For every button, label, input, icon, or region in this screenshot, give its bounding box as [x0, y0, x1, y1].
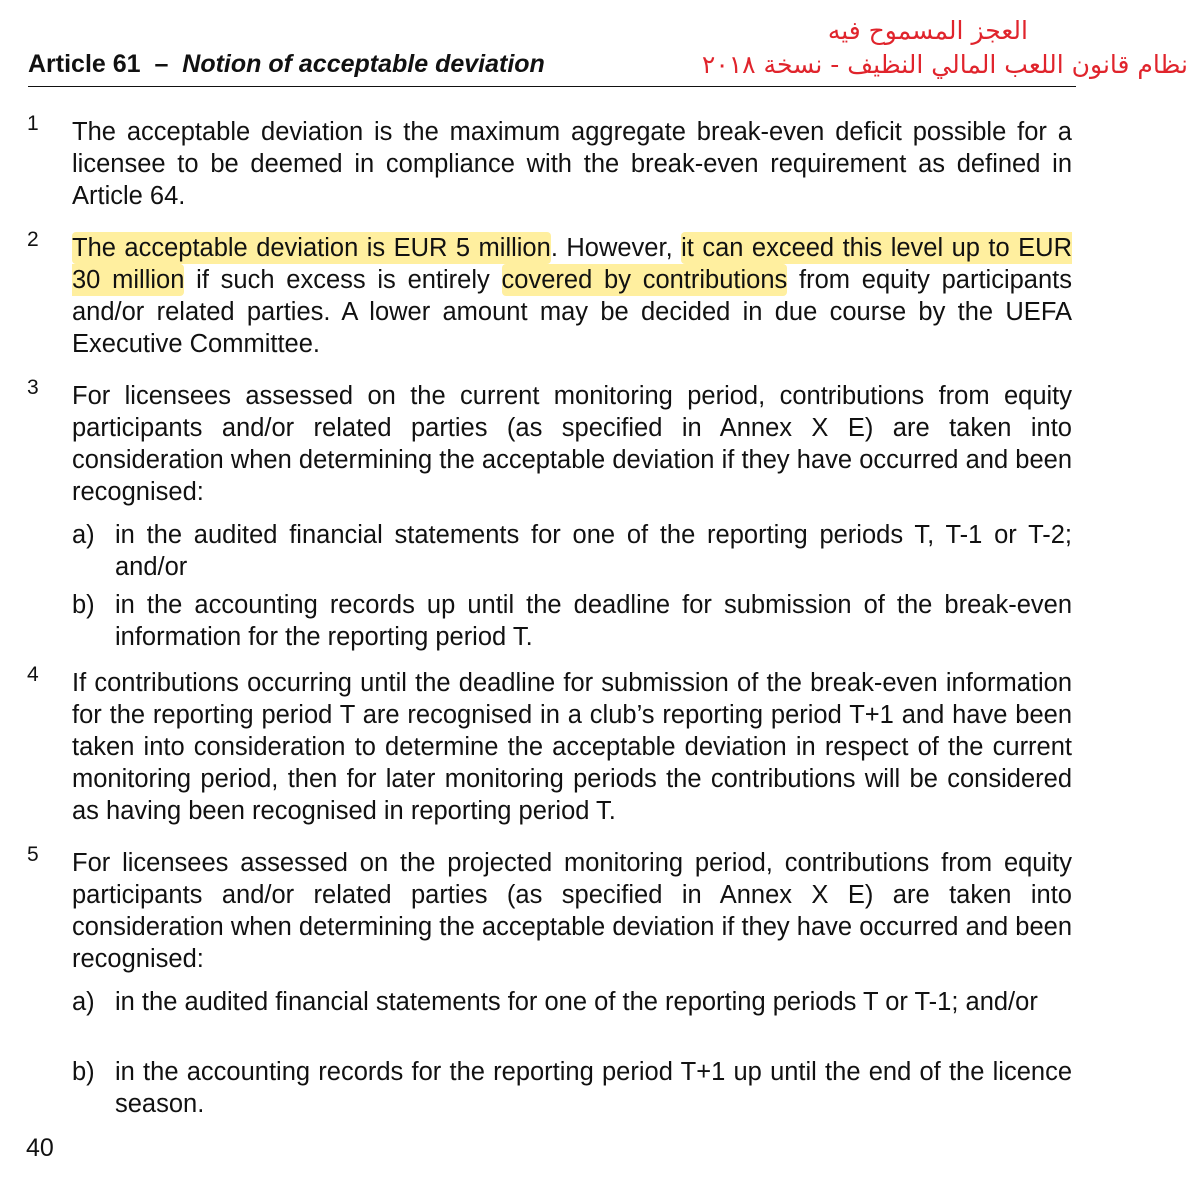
highlight-covered-by-contributions: covered by contributions — [501, 266, 788, 294]
highlight-30-million: it can exceed this level up to EUR 30 million — [72, 234, 1072, 294]
article-number: Article 61 — [28, 50, 141, 78]
paragraph-number-5: 5 — [27, 843, 39, 866]
paragraph-5-item-a-text: in the audited financial statements for one of the reporting periods T or T-1; and/or — [115, 988, 1038, 1016]
paragraph-3-item-b — [72, 589, 1072, 653]
paragraph-4 — [72, 667, 1072, 827]
paragraph-3-item-a-text: in the audited financial statements for one of the reporting periods T, T-1 or T-2; and/or — [115, 521, 1072, 581]
paragraph-3-item-a — [72, 519, 1072, 583]
article-title: Notion of acceptable deviation — [182, 50, 545, 78]
paragraph-number-4: 4 — [27, 663, 39, 686]
paragraph-number-3: 3 — [27, 376, 39, 399]
annotation-line-2: نظام قانون اللعب المالي النظيف - نسخة ٢٠١٨ — [701, 50, 1188, 79]
page-number: 40 — [26, 1134, 54, 1162]
handwritten-arabic-annotation — [702, 14, 1188, 82]
paragraph-5-item-a — [72, 986, 1072, 1018]
paragraph-4-text: If contributions occurring until the deadline for submission of the break-even information for the reporting period T are recognised in a club’s reporting period T+1 and have been taken into consideration to determine the acceptable deviation in respect of the current monitoring period, then for later monitoring periods the contributions will be considered as having been recognised in reporting period T. — [72, 669, 1072, 825]
paragraph-1-text: The acceptable deviation is the maximum aggregate break-even deficit possible for a licensee to be deemed in compliance with the break-even requirement as defined in Article 64. — [72, 118, 1072, 210]
paragraph-2-seg4: if such excess is entirely — [184, 266, 502, 294]
highlight-5-million: The acceptable deviation is EUR 5 million — [72, 234, 551, 262]
header-divider — [28, 86, 1076, 87]
paragraph-2-seg6: from equity participants and/or related parties. A lower amount may be decided in due course by the UEFA Executive Committee. — [72, 266, 1072, 358]
paragraph-3 — [72, 380, 1072, 508]
paragraph-2-text — [72, 232, 1072, 360]
paragraph-5-text: For licensees assessed on the projected monitoring period, contributions from equity participants and/or related parties (as specified in Annex X E) are taken into consideration when determining the acceptable deviation if they have occurred and been recognised: — [72, 849, 1072, 973]
paragraph-1 — [72, 116, 1072, 212]
annotation-line-1: العجز المسموح فيه — [827, 16, 1028, 45]
paragraph-2 — [72, 232, 1072, 360]
article-dash: – — [154, 50, 169, 78]
paragraph-3-item-b-text: in the accounting records up until the deadline for submission of the break-even information for the reporting period T. — [115, 591, 1072, 651]
paragraph-number-1: 1 — [27, 112, 39, 135]
paragraph-5-item-b-text: in the accounting records for the reporting period T+1 up until the end of the licence season. — [115, 1058, 1072, 1118]
paragraph-number-2: 2 — [27, 228, 39, 251]
item-letter-a: a) — [72, 521, 95, 549]
article-heading — [28, 50, 545, 79]
paragraph-5-item-b — [72, 1056, 1072, 1120]
item-letter-a: a) — [72, 988, 95, 1016]
paragraph-5 — [72, 847, 1072, 975]
paragraph-2-seg2: . However, — [550, 234, 682, 262]
item-letter-b: b) — [72, 591, 95, 619]
item-letter-b: b) — [72, 1058, 95, 1086]
paragraph-3-text: For licensees assessed on the current monitoring period, contributions from equity participants and/or related parties (as specified in Annex X E) are taken into consideration when determining the acceptable deviation if they have occurred and been recognised: — [72, 382, 1072, 506]
